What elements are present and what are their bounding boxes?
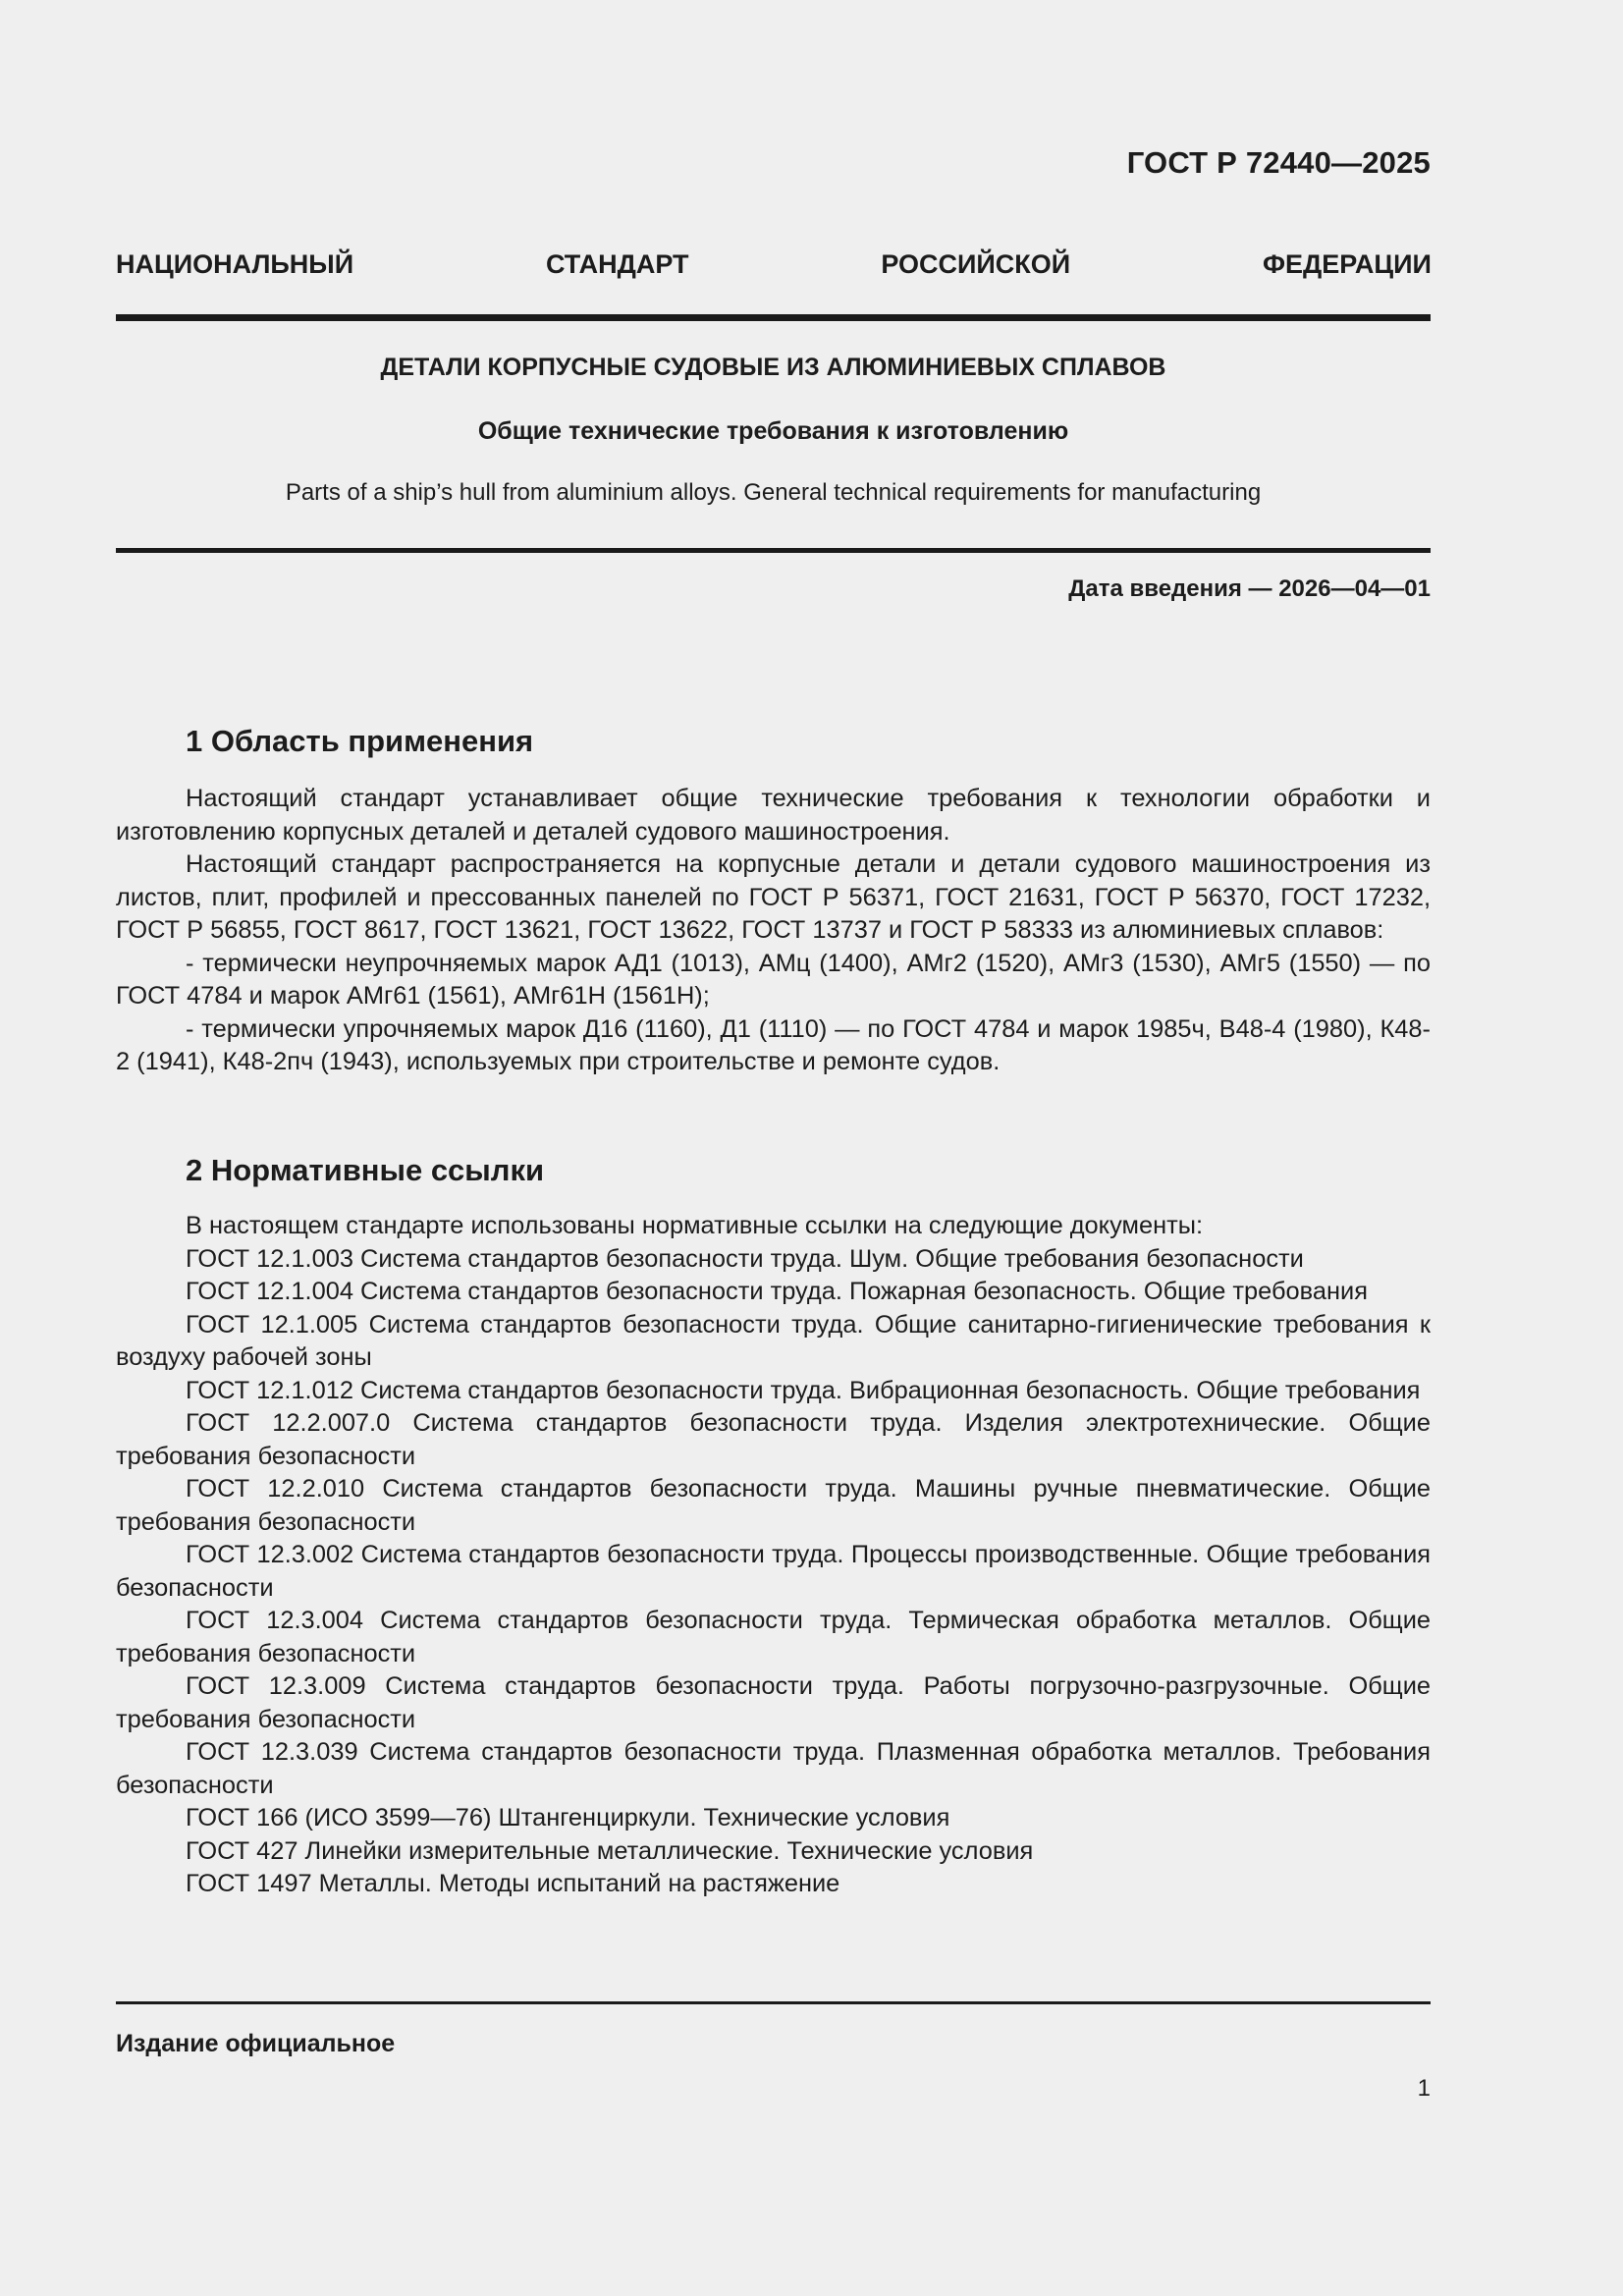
paragraph: В настоящем стандарте использованы нормативные ссылки на следующие документы:	[186, 1212, 1204, 1239]
reference-item: ГОСТ 427 Линейки измерительные металлические. Технические условия	[186, 1836, 1034, 1865]
reference-item: ГОСТ 166 (ИСО 3599—76) Штангенциркули. Технические условия	[186, 1804, 950, 1831]
section-1-heading: 1 Область применения	[186, 724, 534, 758]
section-2-heading: 2 Нормативные ссылки	[186, 1153, 545, 1187]
reference-item: ГОСТ 12.2.007.0 Система стандартов безопасности труда. Изделия электротехнические. Общие требования безопасности	[116, 1409, 1431, 1470]
paragraph: Настоящий стандарт распространяется на корпусные детали и детали судового машиностроения из листов, плит, профилей и прессованных панелей по ГОСТ Р 56371, ГОСТ 21631, ГОСТ Р 56370, ГОСТ 17232, ГОСТ Р 56855, ГОСТ 8617, ГОСТ 13621, ГОСТ 13622, ГОСТ 13737 и ГОСТ Р 58333 из алюминиевых сплавов:	[116, 850, 1431, 944]
paragraph: - термически неупрочняемых марок АД1 (1013), АМц (1400), АМг2 (1520), АМг3 (1530), АМг5 (1550) — по ГОСТ 4784 и марок АМг61 (1561), АМг61Н (1561Н);	[116, 949, 1431, 1010]
document-code: ГОСТ Р 72440—2025	[1126, 145, 1431, 180]
paragraph: Настоящий стандарт устанавливает общие технические требования к технологии обработки и изготовлению корпусных деталей и деталей судового машиностроения.	[116, 785, 1431, 846]
english-title: Parts of a ship’s hull from aluminium alloys. General technical requirements for manufacturing	[285, 479, 1262, 506]
reference-item: ГОСТ 12.3.039 Система стандартов безопасности труда. Плазменная обработка металлов. Требования безопасности	[116, 1738, 1431, 1799]
paragraph: - термически упрочняемых марок Д16 (1160), Д1 (1110) — по ГОСТ 4784 и марок 1985ч, В48-4 (1980), К48-2 (1941), К48-2пч (1943), используемых при строительстве и ремонте судов.	[116, 1014, 1431, 1075]
banner-word: НАЦИОНАЛЬНЫЙ	[116, 249, 354, 279]
banner-word: СТАНДАРТ	[545, 249, 689, 279]
page-number: 1	[1417, 2075, 1431, 2102]
national-standard-banner	[116, 249, 1432, 280]
reference-item: ГОСТ 12.1.003 Система стандартов безопасности труда. Шум. Общие требования безопасности	[186, 1244, 1304, 1273]
section-1-body	[116, 783, 1431, 1079]
reference-item: ГОСТ 12.3.002 Система стандартов безопасности труда. Процессы производственные. Общие требования безопасности	[116, 1541, 1431, 1602]
banner-word: РОССИЙСКОЙ	[881, 249, 1071, 279]
document-title: ДЕТАЛИ КОРПУСНЫЕ СУДОВЫЕ ИЗ АЛЮМИНИЕВЫХ СПЛАВОВ	[380, 354, 1166, 381]
document-subtitle: Общие технические требования к изготовлению	[477, 417, 1069, 445]
footer-divider	[116, 2001, 1431, 2004]
reference-item: ГОСТ 1497 Металлы. Методы испытаний на растяжение	[186, 1870, 840, 1897]
title-divider	[116, 548, 1431, 553]
introduction-date: Дата введения — 2026—04—01	[1068, 575, 1431, 602]
banner-word: ФЕДЕРАЦИИ	[1263, 249, 1432, 279]
reference-item: ГОСТ 12.2.010 Система стандартов безопасности труда. Машины ручные пневматические. Общие требования безопасности	[116, 1475, 1431, 1536]
reference-item: ГОСТ 12.1.004 Система стандартов безопасности труда. Пожарная безопасность. Общие требования	[186, 1278, 1368, 1305]
reference-item: ГОСТ 12.1.012 Система стандартов безопасности труда. Вибрационная безопасность. Общие требования	[186, 1376, 1421, 1404]
reference-item: ГОСТ 12.1.005 Система стандартов безопасности труда. Общие санитарно-гигиенические требования к воздуху рабочей зоны	[116, 1310, 1431, 1371]
reference-item: ГОСТ 12.3.004 Система стандартов безопасности труда. Термическая обработка металлов. Общие требования безопасности	[116, 1607, 1431, 1667]
official-edition-label: Издание официальное	[116, 2030, 396, 2057]
section-2-body	[116, 1210, 1431, 1901]
reference-item: ГОСТ 12.3.009 Система стандартов безопасности труда. Работы погрузочно-разгрузочные. Общие требования безопасности	[116, 1672, 1431, 1733]
top-divider	[116, 314, 1431, 321]
